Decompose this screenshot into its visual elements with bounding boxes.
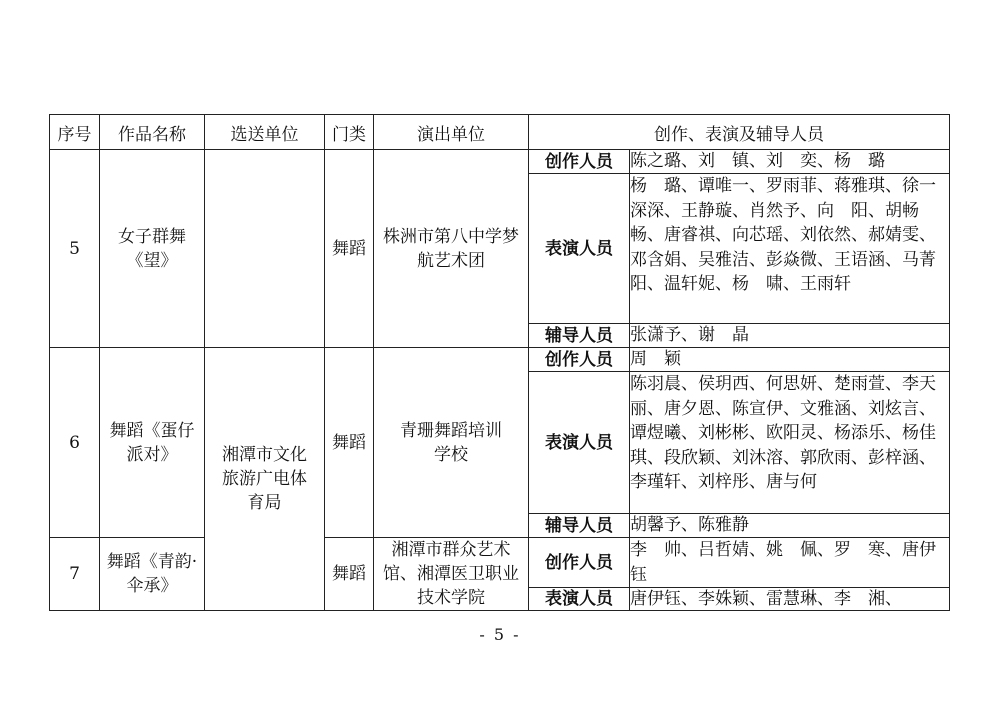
row-category: 舞蹈: [325, 538, 374, 611]
role-performance: 表演人员: [529, 174, 630, 324]
creation-names: 陈之璐、刘 镇、刘 奕、杨 璐: [630, 150, 950, 174]
coaching-names: 张潇予、谢 晶: [630, 324, 950, 348]
role-creation: 创作人员: [529, 150, 630, 174]
table-header-row: [50, 115, 950, 150]
program-roster-table: [49, 114, 950, 611]
row-performing-unit: 青珊舞蹈培训学校: [374, 348, 529, 538]
performance-names: 杨 璐、谭唯一、罗雨菲、蒋雅琪、徐一深深、王静璇、肖然予、向 阳、胡畅畅、唐睿祺、向芯瑶、刘依然、郝婧雯、邓含娟、吴雅洁、彭焱微、王语涵、马菁阳、温轩妮、杨 啸、王雨轩: [630, 174, 950, 324]
header-work-name: 作品名称: [100, 115, 205, 150]
role-performance: 表演人员: [529, 588, 630, 611]
header-num: 序号: [50, 115, 100, 150]
row-submitting-unit-empty: [205, 150, 325, 348]
role-creation: 创作人员: [529, 348, 630, 372]
header-staff: 创作、表演及辅导人员: [529, 115, 950, 150]
table-row: [50, 348, 950, 372]
coaching-names: 胡馨予、陈雅静: [630, 514, 950, 538]
table-row: [50, 150, 950, 174]
page-number: - 5 -: [479, 625, 521, 644]
role-coaching: 辅导人员: [529, 514, 630, 538]
table-row: [50, 538, 950, 588]
performance-names: 陈羽晨、侯玥西、何思妍、楚雨萱、李天丽、唐夕恩、陈宣伊、文雅涵、刘炫言、谭煜曦、刘彬彬、欧阳灵、杨添乐、杨佳琪、段欣颖、刘沐溶、郭欣雨、彭梓涵、李瑾轩、刘梓彤、唐与何: [630, 372, 950, 514]
row-work-name: 舞蹈《蛋仔派对》: [100, 348, 205, 538]
row-category: 舞蹈: [325, 348, 374, 538]
row-work-name: 女子群舞《望》: [100, 150, 205, 348]
row-num: 6: [50, 348, 100, 538]
creation-names: 周 颖: [630, 348, 950, 372]
row-category: 舞蹈: [325, 150, 374, 348]
row-work-name: 舞蹈《青韵·伞承》: [100, 538, 205, 611]
performance-names: 唐伊钰、李姝颖、雷慧琳、李 湘、: [630, 588, 950, 611]
role-coaching: 辅导人员: [529, 324, 630, 348]
row-performing-unit: 株洲市第八中学梦航艺术团: [374, 150, 529, 348]
role-performance: 表演人员: [529, 372, 630, 514]
row-submitting-unit: 湘潭市文化旅游广电体育局: [205, 348, 325, 611]
creation-names: 李 帅、吕哲婧、姚 佩、罗 寒、唐伊钰: [630, 538, 950, 588]
row-performing-unit: 湘潭市群众艺术馆、湘潭医卫职业技术学院: [374, 538, 529, 611]
row-num: 5: [50, 150, 100, 348]
header-category: 门类: [325, 115, 374, 150]
row-num: 7: [50, 538, 100, 611]
header-submitting-unit: 选送单位: [205, 115, 325, 150]
header-performing-unit: 演出单位: [374, 115, 529, 150]
role-creation: 创作人员: [529, 538, 630, 588]
